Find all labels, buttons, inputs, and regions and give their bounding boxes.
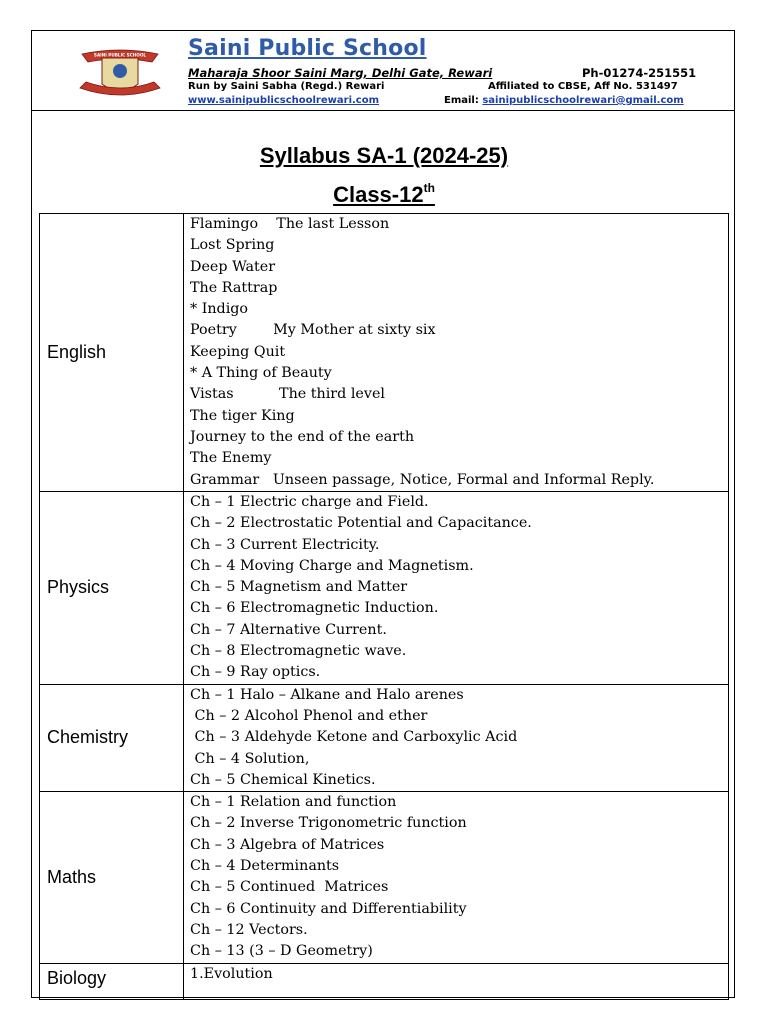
topic-item: Ch – 5 Magnetism and Matter — [190, 579, 408, 596]
school-phone: Ph-01274-251551 — [582, 66, 697, 80]
topic-item: Poetry My Mother at sixty six — [190, 322, 436, 339]
topic-item: Journey to the end of the earth — [190, 428, 415, 445]
topic-item: The tiger King — [190, 407, 295, 424]
subject-topics — [184, 214, 729, 492]
topic-item: 1.Evolution — [190, 965, 273, 982]
topic-item: Ch – 1 Electric charge and Field. — [190, 494, 429, 510]
topic-item: Ch – 13 (3 – D Geometry) — [190, 943, 373, 960]
syllabus-title: Syllabus SA-1 (2024-25) — [259, 143, 509, 168]
website-link[interactable]: www.sainipublicschoolrewari.com — [188, 95, 380, 106]
topic-item: Ch – 4 Moving Charge and Magnetism. — [190, 557, 474, 574]
topic-item: Ch – 5 Continued Matrices — [190, 879, 389, 896]
subject-topics — [184, 792, 729, 963]
syllabus-table — [39, 213, 729, 1000]
topic-item: * Indigo — [190, 301, 249, 318]
topic-item: Ch – 6 Continuity and Differentiability — [190, 900, 467, 917]
email-line — [444, 95, 684, 106]
subject-topics — [184, 684, 729, 791]
topic-item: Ch – 6 Electromagnetic Induction. — [190, 600, 439, 617]
topic-item: Ch – 3 Algebra of Matrices — [190, 836, 385, 853]
topic-item: Keeping Quit — [190, 343, 286, 360]
school-crest-icon — [72, 44, 168, 104]
affiliation-text: Affiliated to CBSE, Aff No. 531497 — [488, 81, 678, 92]
email-link[interactable]: sainipublicschoolrewari@gmail.com — [482, 95, 684, 106]
topic-item: The Enemy — [190, 450, 272, 467]
topic-item: Vistas The third level — [190, 386, 385, 403]
subject-row — [40, 792, 729, 963]
topic-item: The Rattrap — [190, 279, 278, 296]
topic-item: Ch – 9 Ray optics. — [190, 664, 321, 681]
school-address: Maharaja Shoor Saini Marg, Delhi Gate, Rewari — [188, 66, 493, 80]
subject-topics — [184, 492, 729, 685]
topic-item: Ch – 7 Alternative Current. — [190, 621, 387, 638]
topic-item: Ch – 4 Solution, — [190, 750, 310, 767]
topic-item: Ch – 8 Electromagnetic wave. — [190, 643, 407, 660]
topic-item: Ch – 2 Alcohol Phenol and ether — [190, 707, 428, 724]
topic-item: Ch – 3 Aldehyde Ketone and Carboxylic Acid — [190, 729, 518, 746]
subject-name: Chemistry — [40, 684, 184, 791]
topic-item: Ch – 3 Current Electricity. — [190, 536, 380, 553]
subject-name: Biology — [40, 963, 184, 999]
topic-item: Lost Spring — [190, 237, 275, 254]
topic-item: Deep Water — [190, 258, 276, 275]
subject-row — [40, 492, 729, 685]
topic-item: Flamingo The last Lesson — [190, 216, 390, 232]
header-divider — [31, 110, 735, 111]
school-name: Saini Public School — [188, 36, 427, 61]
topic-item: * A Thing of Beauty — [190, 365, 332, 382]
subject-row — [40, 214, 729, 492]
topic-item: Ch – 2 Electrostatic Potential and Capacitance. — [190, 515, 532, 532]
logo-text: SAINI PUBLIC SCHOOL — [93, 52, 147, 58]
run-by-text: Run by Saini Sabha (Regd.) Rewari — [188, 81, 385, 92]
topic-item: Ch – 1 Relation and function — [190, 794, 397, 811]
class-suffix: th — [423, 181, 435, 195]
topic-item: Ch – 12 Vectors. — [190, 921, 308, 938]
topic-item: Ch – 5 Chemical Kinetics. — [190, 771, 376, 788]
email-label: Email: — [444, 95, 483, 106]
subject-name: Physics — [40, 492, 184, 685]
subject-name: English — [40, 214, 184, 492]
class-label: Class-12 — [333, 182, 424, 207]
subject-row — [40, 963, 729, 999]
class-title — [0, 181, 768, 208]
subject-row — [40, 684, 729, 791]
subject-name: Maths — [40, 792, 184, 963]
topic-item: Ch – 2 Inverse Trigonometric function — [190, 815, 467, 832]
topic-item: Ch – 4 Determinants — [190, 858, 340, 875]
subject-topics — [184, 963, 729, 999]
topic-item: Grammar Unseen passage, Notice, Formal and Informal Reply. — [190, 471, 655, 488]
topic-item: Ch – 1 Halo – Alkane and Halo arenes — [190, 686, 464, 703]
